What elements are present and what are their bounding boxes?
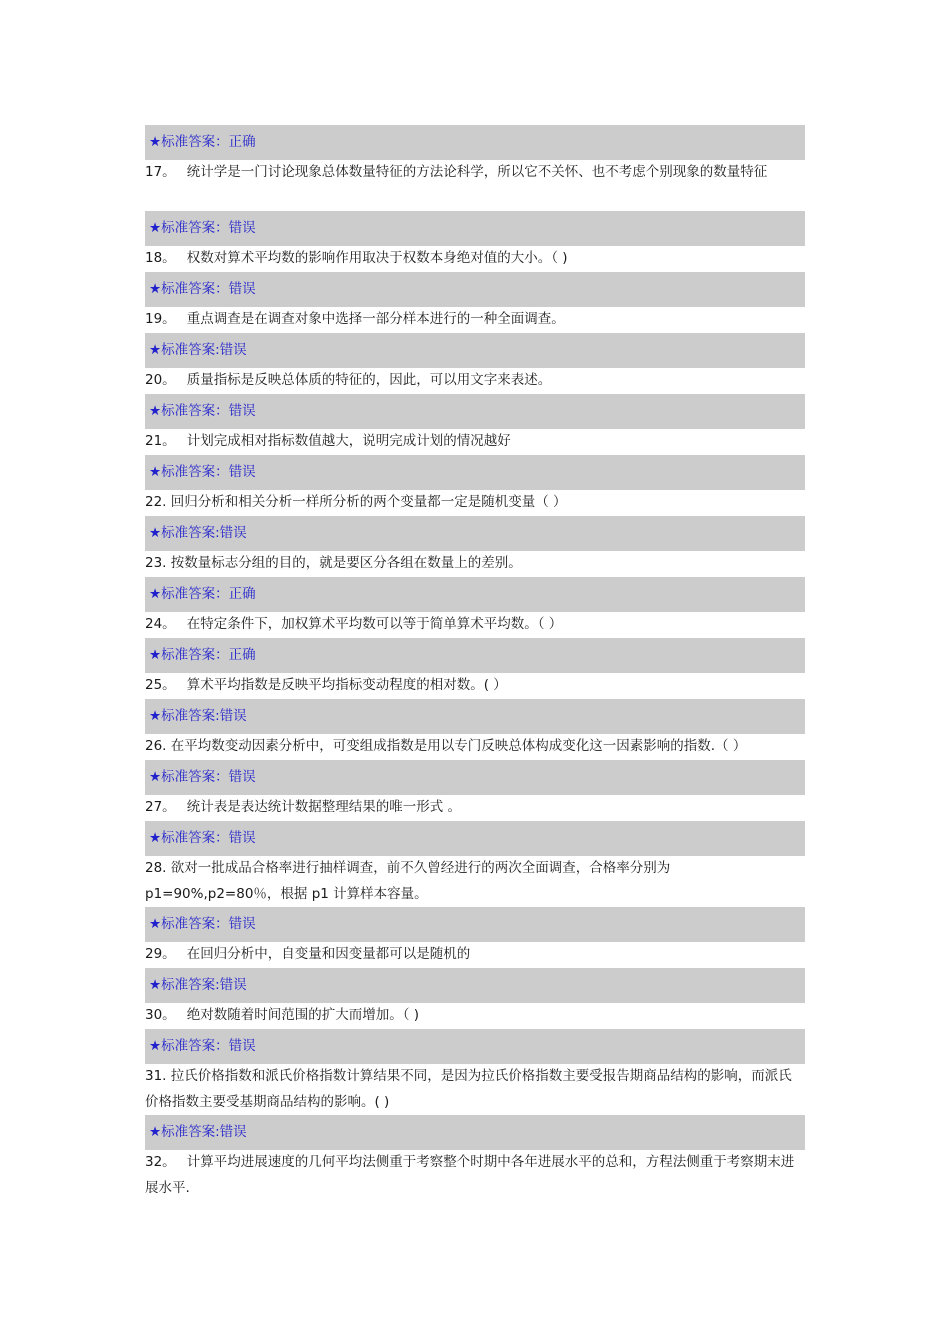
- answer-row: ★标准答案:错误: [145, 699, 805, 734]
- answer-row: ★标准答案：错误: [145, 821, 805, 856]
- answer-row: ★标准答案：错误: [145, 760, 805, 795]
- question-text: 19。 重点调查是在调查对象中选择一部分样本进行的一种全面调查。: [145, 311, 565, 327]
- document-body: [145, 125, 805, 1201]
- answer-row: ★标准答案:错误: [145, 968, 805, 1003]
- question-text: 26. 在平均数变动因素分析中，可变组成指数是用以专门反映总体构成变化这一因素影响的指数.（ ）: [145, 738, 747, 754]
- answer-row: ★标准答案：正确: [145, 638, 805, 673]
- question-text: 27。 统计表是表达统计数据整理结果的唯一形式 。: [145, 799, 462, 815]
- answer-row: ★标准答案：错误: [145, 455, 805, 490]
- answer-row: ★标准答案：错误: [145, 272, 805, 307]
- answer-row: ★标准答案：正确: [145, 577, 805, 612]
- question-text: 18。 权数对算术平均数的影响作用取决于权数本身绝对值的大小。（ ): [145, 250, 568, 266]
- answer-row: ★标准答案：错误: [145, 211, 805, 246]
- question-text: 29。 在回归分析中，自变量和因变量都可以是随机的: [145, 946, 471, 962]
- answer-row: ★标准答案:错误: [145, 333, 805, 368]
- answer-row: ★标准答案:错误: [145, 516, 805, 551]
- question-text: 17。 统计学是一门讨论现象总体数量特征的方法论科学，所以它不关怀、也不考虑个别现象的数量特征: [145, 164, 768, 180]
- answer-row: ★标准答案：错误: [145, 394, 805, 429]
- answer-row: ★标准答案：正确: [145, 125, 805, 160]
- question-text: 28. 欲对一批成品合格率进行抽样调查，前不久曾经进行的两次全面调查，合格率分别为p1=90%,p2=80％，根据 p1 计算样本容量。: [145, 860, 671, 902]
- question-text: 25。 算术平均指数是反映平均指标变动程度的相对数。( ）: [145, 677, 507, 693]
- question-text: 23. 按数量标志分组的目的，就是要区分各组在数量上的差别。: [145, 555, 522, 571]
- question-text: 24。 在特定条件下，加权算术平均数可以等于简单算术平均数。（ ）: [145, 616, 563, 632]
- answer-row: ★标准答案：错误: [145, 1029, 805, 1064]
- question-text: 22. 回归分析和相关分析一样所分析的两个变量都一定是随机变量（ ）: [145, 494, 567, 510]
- question-text: 20。 质量指标是反映总体质的特征的，因此，可以用文字来表述。: [145, 372, 552, 388]
- question-text: 30。 绝对数随着时间范围的扩大而增加。（ ): [145, 1007, 420, 1023]
- question-text: 21。 计划完成相对指标数值越大，说明完成计划的情况越好: [145, 433, 511, 449]
- answer-row: ★标准答案:错误: [145, 1115, 805, 1150]
- question-text: 31. 拉氏价格指数和派氏价格指数计算结果不同，是因为拉氏价格指数主要受报告期商品结构的影响，而派氏价格指数主要受基期商品结构的影响。( ): [145, 1068, 792, 1110]
- answer-row: ★标准答案：错误: [145, 907, 805, 942]
- question-text: 32。 计算平均进展速度的几何平均法侧重于考察整个时期中各年进展水平的总和，方程法侧重于考察期末进展水平.: [145, 1154, 795, 1196]
